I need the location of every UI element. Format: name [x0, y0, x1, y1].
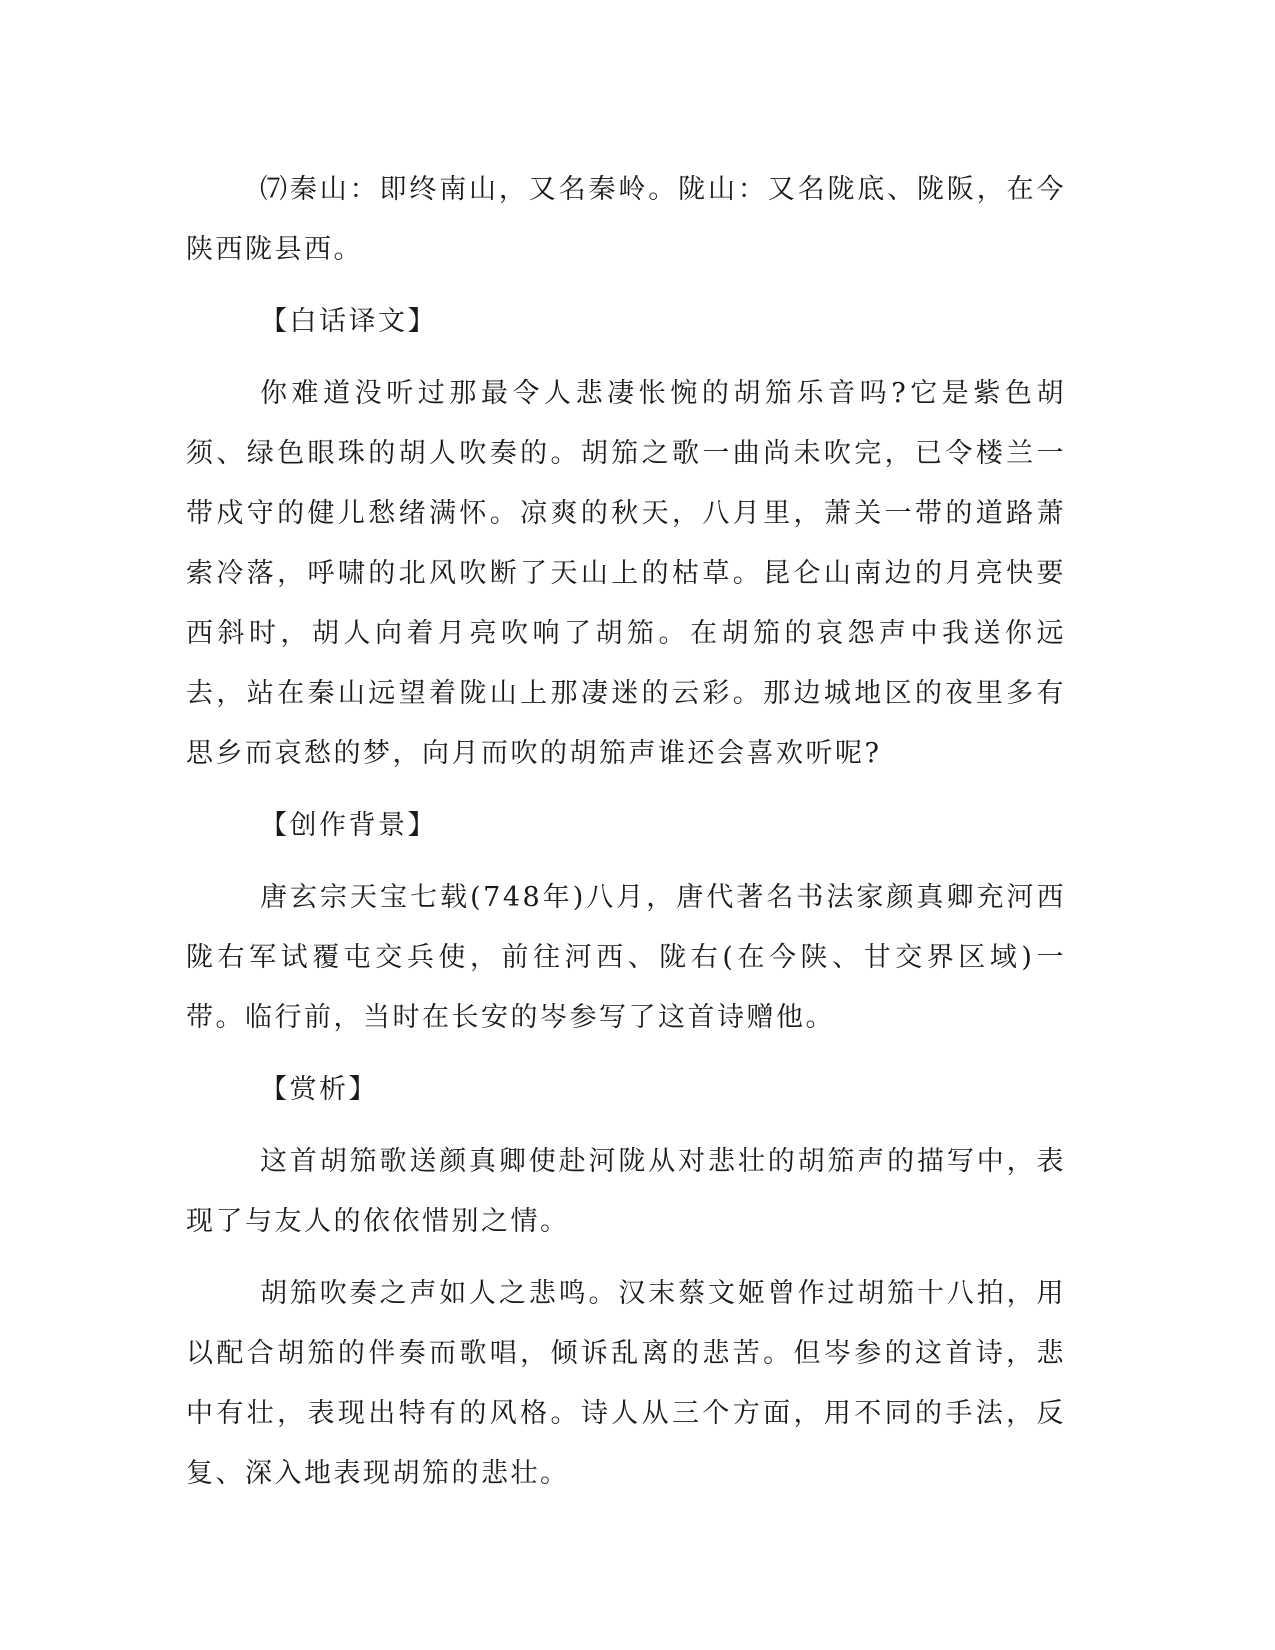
- heading-background: 【创作背景】: [260, 810, 437, 841]
- translation-paragraph: 你难道没听过那最令人悲凄怅惋的胡笳乐音吗?它是紫色胡须、绿色眼珠的胡人吹奏的。胡笳之歌一曲尚未吹完，已令楼兰一带戍守的健儿愁绪满怀。凉爽的秋天，八月里，萧关一带的道路萧索冷落，呼啸的北风吹断了天山上的枯草。昆仑山南边的月亮快要西斜时，胡人向着月亮吹响了胡笳。在胡笳的哀怨声中我送你远去，站在秦山远望着陇山上那凄迷的云彩。那边城地区的夜里多有思乡而哀愁的梦，向月而吹的胡笳声谁还会喜欢听呢?: [186, 378, 1066, 769]
- appreciation-paragraph-1: 这首胡笳歌送颜真卿使赴河陇从对悲壮的胡笳声的描写中，表现了与友人的依依惜别之情。: [186, 1146, 1066, 1237]
- background-paragraph: 唐玄宗天宝七载(748年)八月，唐代著名书法家颜真卿充河西陇右军试覆屯交兵使，前往河西、陇右(在今陕、甘交界区域)一带。临行前，当时在长安的岑参写了这首诗赠他。: [186, 882, 1066, 1033]
- heading-appreciation: 【赏析】: [260, 1074, 378, 1105]
- appreciation-paragraph-2: 胡笳吹奏之声如人之悲鸣。汉末蔡文姬曾作过胡笳十八拍，用以配合胡笳的伴奏而歌唱，倾诉乱离的悲苦。但岑参的这首诗，悲中有壮，表现出特有的风格。诗人从三个方面，用不同的手法，反复、深入地表现胡笳的悲壮。: [186, 1278, 1066, 1489]
- heading-translation: 【白话译文】: [260, 306, 437, 337]
- note-7-paragraph: ⑺秦山：即终南山，又名秦岭。陇山：又名陇底、陇阪，在今陕西陇县西。: [186, 174, 1066, 265]
- document-body: [186, 160, 1066, 1516]
